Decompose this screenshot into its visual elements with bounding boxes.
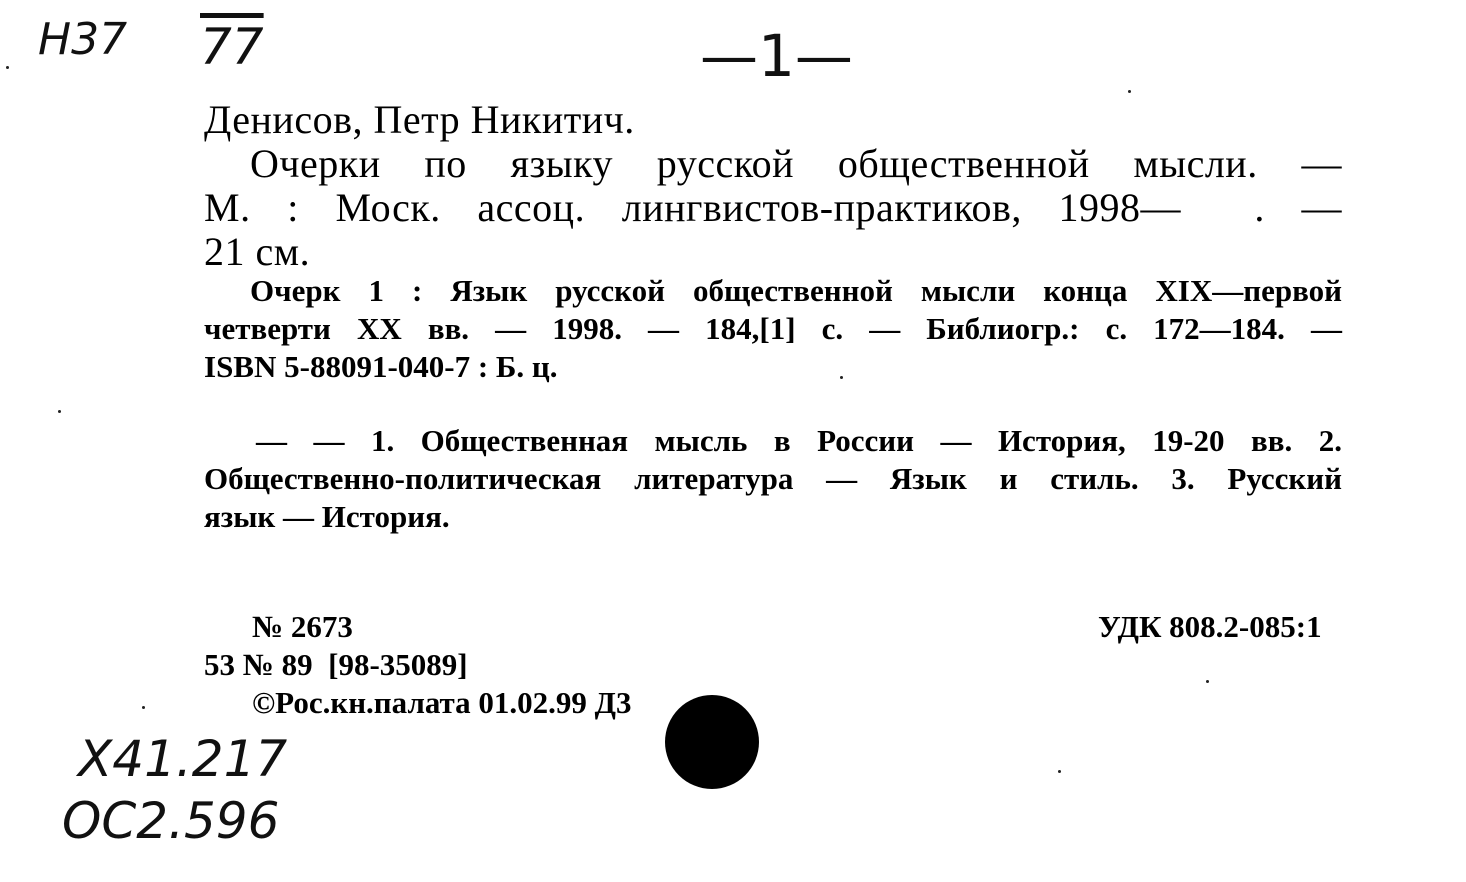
handwritten-shelf-code-1: X41.217 [78, 730, 288, 788]
volume-line-2: четверти XX вв. — 1998. — 184,[1] с. — Библиогр.: с. 172—184. — [204, 311, 1342, 346]
scan-speck [142, 706, 145, 709]
handwritten-page-marker: —1— [700, 22, 853, 90]
scan-speck [1058, 770, 1061, 773]
volume-line-3: ISBN 5-88091-040-7 : Б. ц. [204, 349, 558, 384]
card-number: № 2673 [252, 609, 353, 644]
scan-speck [840, 376, 843, 379]
series-number: 53 № 89 [98-35089] [204, 647, 468, 682]
handwritten-code: Н37 [38, 14, 128, 65]
subject-line-3: язык — История. [204, 499, 450, 534]
title-line-2: М. : Моск. ассоц. лингвистов-практиков, 1998— . — [204, 185, 1342, 230]
handwritten-shelf-code-2: ОС2.596 [62, 792, 280, 850]
subject-line-2: Общественно-политическая литература — Язык и стиль. 3. Русский [204, 461, 1342, 496]
scan-speck [1206, 680, 1209, 683]
scan-speck [58, 410, 61, 413]
title-line-1: Очерки по языку русской общественной мысли. — [250, 141, 1342, 186]
volume-line-1: Очерк 1 : Язык русской общественной мысли конца XIX—первой [250, 273, 1342, 308]
scan-speck [1128, 90, 1131, 93]
udk-code: УДК 808.2-085:1 [1098, 609, 1322, 644]
punch-hole [665, 695, 759, 789]
subject-line-1: — — 1. Общественная мысль в России — История, 19-20 вв. 2. [256, 423, 1342, 458]
title-line-3: 21 см. [204, 229, 311, 274]
book-chamber-stamp: ©Рос.кн.палата 01.02.99 Д3 [252, 685, 632, 720]
author-heading: Денисов, Петр Никитич. [204, 97, 635, 142]
scan-speck [6, 66, 9, 69]
handwritten-number: 77 [200, 18, 264, 76]
